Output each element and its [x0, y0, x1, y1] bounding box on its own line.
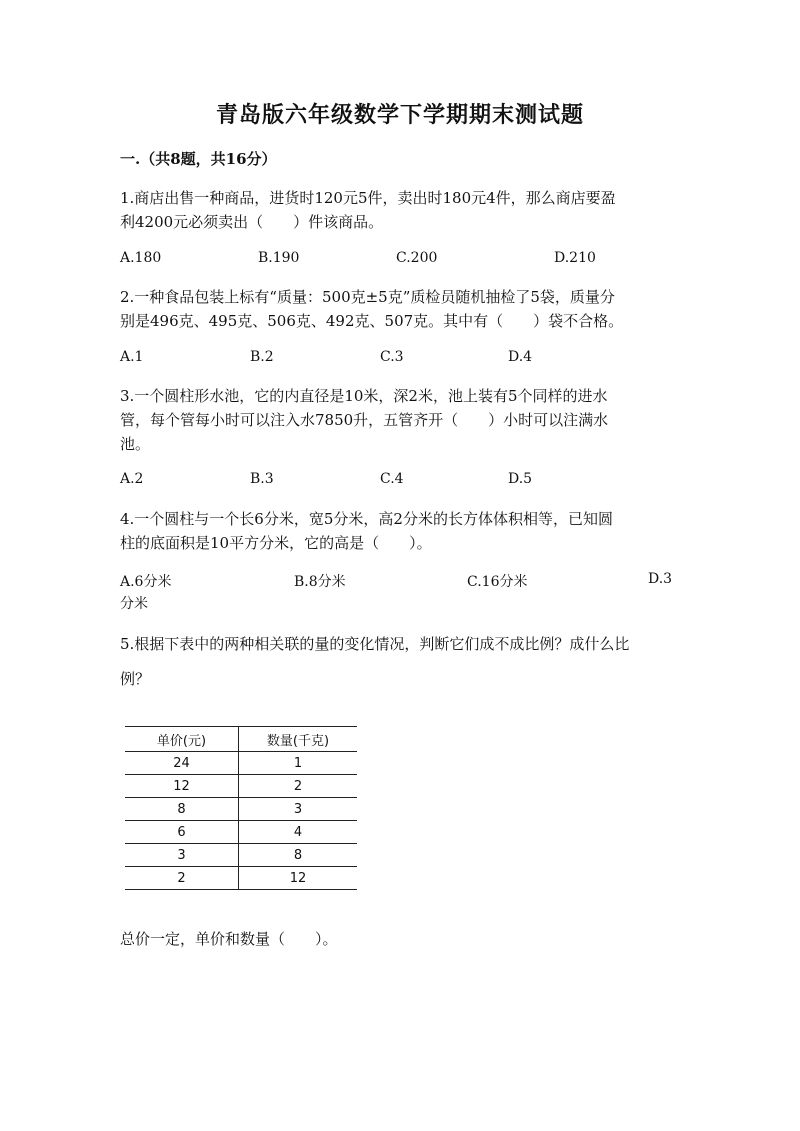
table-cell: 12 [125, 775, 239, 798]
table-cell: 8 [125, 798, 239, 821]
question-5-line-2: 例？ [120, 670, 151, 688]
question-3-option-d[interactable]: D.5 [508, 471, 533, 487]
question-1-line-1: 1.商店出售一种商品，进货时120元5件，卖出时180元4件，那么商店要盈 [120, 189, 616, 207]
question-2-line-2: 别是496克、495克、506克、492克、507克。其中有（ ）袋不合格。 [120, 312, 624, 330]
question-2 [120, 285, 680, 333]
table-header-cell: 单价(元) [125, 727, 239, 752]
question-1-option-c[interactable]: C.200 [396, 250, 438, 266]
table-cell: 2 [239, 775, 358, 798]
question-4 [120, 507, 680, 555]
table-row [125, 775, 357, 798]
question-3-line-1: 3.一个圆柱形水池，它的内直径是10米，深2米，池上装有5个同样的进水 [120, 387, 608, 405]
question-4-option-a[interactable]: A.6分米 [120, 574, 172, 590]
table-cell: 24 [125, 752, 239, 775]
question-5-line-1: 5.根据下表中的两种相关联的量的变化情况，判断它们成不成比例？成什么比 [120, 635, 630, 653]
question-1-line-2: 利4200元必须卖出（ ）件该商品。 [120, 213, 384, 231]
question-3 [120, 384, 680, 456]
table-header-row [125, 727, 357, 752]
table-row [125, 844, 357, 867]
question-4-option-c[interactable]: C.16分米 [467, 574, 528, 590]
question-3-option-a[interactable]: A.2 [120, 471, 144, 487]
question-3-line-3: 池。 [120, 435, 151, 453]
question-2-option-c[interactable]: C.3 [380, 349, 404, 365]
table-cell: 8 [239, 844, 358, 867]
table-row [125, 798, 357, 821]
question-4-option-d[interactable]: D.3 [648, 571, 673, 587]
question-2-option-d[interactable]: D.4 [508, 349, 533, 365]
page-title: 青岛版六年级数学下学期期末测试题 [215, 102, 584, 128]
question-3-option-b[interactable]: B.3 [250, 471, 274, 487]
question-4-option-d-wrap: 分米 [120, 596, 148, 612]
table-cell: 2 [125, 867, 239, 890]
table-cell: 4 [239, 821, 358, 844]
question-4-line-1: 4.一个圆柱与一个长6分米，宽5分米，高2分米的长方体体积相等，已知圆 [120, 510, 613, 528]
table-row [125, 867, 357, 890]
table-cell: 1 [239, 752, 358, 775]
question-1-option-d[interactable]: D.210 [554, 250, 596, 266]
table-header-cell: 数量(千克) [239, 727, 358, 752]
table-cell: 3 [239, 798, 358, 821]
table-cell: 12 [239, 867, 358, 890]
question-2-line-1: 2.一种食品包装上标有“质量：500克±5克”质检员随机抽检了5袋，质量分 [120, 288, 615, 306]
table-cell: 3 [125, 844, 239, 867]
question-2-option-a[interactable]: A.1 [120, 349, 144, 365]
price-quantity-table [125, 726, 357, 890]
question-1-option-a[interactable]: A.180 [120, 250, 162, 266]
table-cell: 6 [125, 821, 239, 844]
table-row [125, 752, 357, 775]
question-3-line-2: 管，每个管每小时可以注入水7850升，五管齐开（ ）小时可以注满水 [120, 411, 609, 429]
question-4-option-b[interactable]: B.8分米 [294, 574, 346, 590]
question-4-line-2: 柱的底面积是10平方分米，它的高是（ ）。 [120, 534, 432, 552]
question-5-followup: 总价一定，单价和数量（ ）。 [120, 930, 338, 948]
question-1-option-b[interactable]: B.190 [258, 250, 300, 266]
table-row [125, 821, 357, 844]
section-heading: 一.（共8题，共16分） [120, 150, 277, 168]
question-1 [120, 186, 680, 234]
question-3-option-c[interactable]: C.4 [380, 471, 404, 487]
question-2-option-b[interactable]: B.2 [250, 349, 274, 365]
